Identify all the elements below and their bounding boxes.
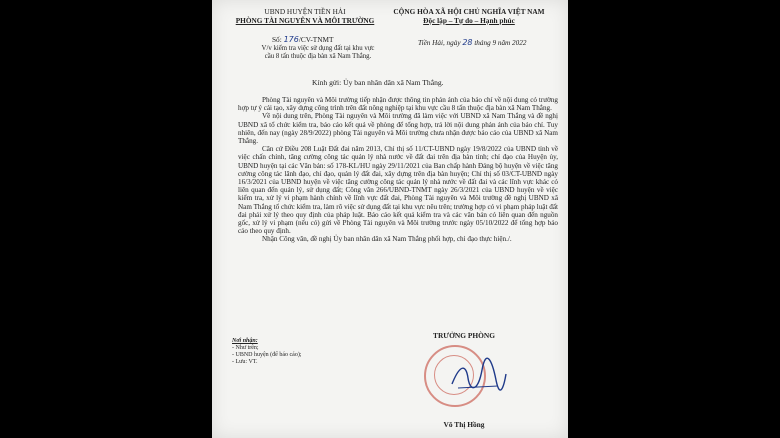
- document-body: [238, 96, 558, 244]
- national-title: CỘNG HÒA XÃ HỘI CHỦ NGHĨA VIỆT NAM: [393, 7, 545, 16]
- doc-number-prefix: Số:: [272, 35, 282, 44]
- agency-header: [230, 8, 380, 25]
- agency-line-1: UBND HUYỆN TIỀN HẢI: [264, 7, 346, 16]
- date-day-handwritten: 28: [462, 38, 473, 47]
- body-paragraph-3: Căn cứ Điều 208 Luật Đất đai năm 2013, Chỉ thị số 11/CT-UBND ngày 19/8/2022 của UBND tỉnh về việc chấn chỉnh, tăng cường công tác quản lý nhà nước về đất đai trên địa bàn tỉnh; chỉ đạo của Huyện ủy, UBND huyện tại các Văn bản: số 178-KL/HU ngày 29/11/2021 của Ban chấp hành Đảng bộ huyện về việc tăng cường công tác lãnh đạo, chỉ đạo, quản lý đất đai, xây dựng trên địa bàn huyện; Chỉ thị số 03/CT-UBND ngày 16/3/2021 của UBND huyện về việc tăng cường công tác quản lý nhà nước về đất đai và các lĩnh vực khác có liên quan đến quản lý, sử dụng đất; Công văn 266/UBND-TNMT ngày 26/3/2021 của UBND huyện về việc kiểm tra, xử lý vi phạm hành chính về lĩnh vực đất đai, Phòng Tài nguyên và Môi trường đề nghị UBND xã Nam Thắng tổ chức kiểm tra, làm rõ việc sử dụng đất tại khu vực nêu trên; trường hợp có vi phạm pháp luật đất đai phải xử lý theo quy định của pháp luật. Báo cáo kết quả kiểm tra và các văn bản có liên quan đến nguồn gốc, xử lý vi phạm (nếu có) gửi về Phòng Tài nguyên và Môi trường trước ngày 05/10/2022 để tổng hợp báo cáo theo quy định.: [238, 145, 558, 236]
- document-subject: [238, 45, 398, 60]
- document-number: [272, 35, 333, 44]
- document-date: [418, 38, 526, 47]
- doc-number-suffix: /CV-TNMT: [298, 35, 334, 44]
- recipient-item: - UBND huyện (để báo cáo);: [232, 352, 302, 358]
- subject-line-2: cầu 8 tấn thuộc địa bàn xã Nam Thắng.: [264, 52, 372, 60]
- date-suffix: tháng 9 năm 2022: [474, 39, 527, 47]
- date-prefix: Tiền Hải, ngày: [418, 39, 461, 47]
- body-paragraph-2: Về nội dung trên, Phòng Tài nguyên và Môi trường đã làm việc với UBND xã Nam Thắng và đề nghị UBND xã tổ chức kiểm tra, báo cáo kết quả về phòng để tổng hợp, trả lời nội dung phản ánh của báo chí. Tuy nhiên, đến nay (ngày 28/9/2022) phòng Tài nguyên và Môi trường chưa nhận được báo cáo của UBND xã Nam Thắng.: [238, 112, 558, 146]
- agency-line-2: PHÒNG TÀI NGUYÊN VÀ MÔI TRƯỜNG: [235, 15, 375, 25]
- left-letterbox: [0, 0, 212, 438]
- document-page: [212, 0, 568, 438]
- recipient-item: - Lưu: VT.: [232, 359, 258, 365]
- recipient-line: Kính gửi: Ủy ban nhân dân xã Nam Thắng.: [312, 78, 444, 87]
- body-paragraph-4: Nhận Công văn, đề nghị Ủy ban nhân dân xã Nam Thắng phối hợp, chỉ đạo thực hiện./.: [262, 235, 512, 244]
- recipients-block: [232, 338, 301, 366]
- signer-title: TRƯỞNG PHÒNG: [433, 331, 495, 340]
- signer-name: Võ Thị Hồng: [443, 420, 485, 429]
- national-header: [376, 8, 562, 25]
- right-letterbox: [568, 0, 780, 438]
- subject-line-1: V/v kiểm tra việc sử dụng đất tại khu vực: [261, 45, 375, 52]
- body-paragraph-1: Phòng Tài nguyên và Môi trường tiếp nhận được thông tin phản ánh của báo chí về nội dung có trường hợp tự ý cải tạo, xây dựng công trình trên đất nông nghiệp tại khu vực cầu 8 tấn thuộc địa bàn xã Nam Thắng.: [238, 96, 558, 113]
- doc-number-handwritten: 176: [283, 35, 299, 44]
- recipients-title: Nơi nhận:: [232, 338, 258, 344]
- recipient-item: - Như trên;: [232, 345, 259, 351]
- handwritten-signature: [448, 356, 508, 396]
- national-motto: Độc lập – Tự do – Hạnh phúc: [423, 15, 515, 25]
